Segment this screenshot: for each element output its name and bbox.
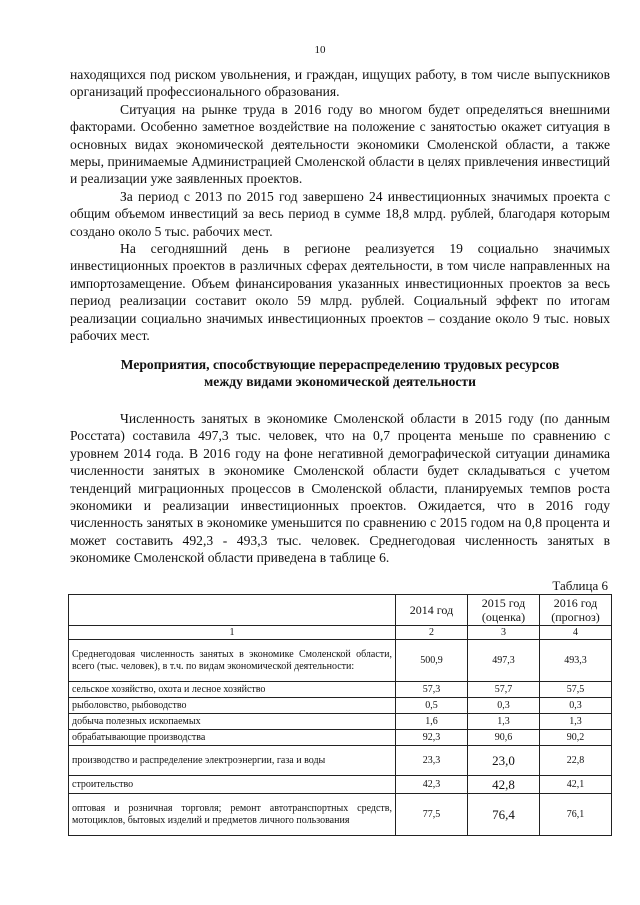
value-2014: 77,5 bbox=[396, 794, 468, 836]
table-row bbox=[69, 714, 612, 730]
value-2016: 57,5 bbox=[540, 682, 612, 698]
value-2016: 493,3 bbox=[540, 640, 612, 682]
value-2014: 92,3 bbox=[396, 730, 468, 746]
value-2016: 90,2 bbox=[540, 730, 612, 746]
header-cell-2016: 2016 год (прогноз) bbox=[540, 595, 612, 626]
value-2014: 23,3 bbox=[396, 746, 468, 776]
page-number: 10 bbox=[314, 44, 326, 56]
body-text-bottom bbox=[70, 410, 610, 567]
value-2015: 23,0 bbox=[468, 746, 540, 776]
header-cell-label bbox=[69, 595, 396, 626]
value-2015: 57,7 bbox=[468, 682, 540, 698]
value-2015: 42,8 bbox=[468, 776, 540, 794]
table-row bbox=[69, 794, 612, 836]
value-2014: 1,6 bbox=[396, 714, 468, 730]
row-label: производство и распределение электроэнергии, газа и воды bbox=[69, 746, 396, 776]
row-label: обрабатывающие производства bbox=[69, 730, 396, 746]
column-number: 4 bbox=[540, 626, 612, 640]
paragraph-3: За период с 2013 по 2015 год завершено 24 инвестиционных значимых проекта с общим объемом инвестиций за весь период в сумме 18,8 млрд. рублей, благодаря которым создано около 5 тыс. рабочих мест. bbox=[70, 188, 610, 239]
row-label: строительство bbox=[69, 776, 396, 794]
header-cell-2015: 2015 год (оценка) bbox=[468, 595, 540, 626]
table-row bbox=[69, 640, 612, 682]
table-row bbox=[69, 730, 612, 746]
value-2015: 1,3 bbox=[468, 714, 540, 730]
table-header-row bbox=[69, 595, 612, 626]
section-heading bbox=[70, 356, 610, 391]
table-row bbox=[69, 746, 612, 776]
value-2016: 76,1 bbox=[540, 794, 612, 836]
row-label: сельское хозяйство, охота и лесное хозяйство bbox=[69, 682, 396, 698]
value-2014: 42,3 bbox=[396, 776, 468, 794]
value-2015: 76,4 bbox=[468, 794, 540, 836]
table-row bbox=[69, 776, 612, 794]
row-label: оптовая и розничная торговля; ремонт автотранспортных средств, мотоциклов, бытовых изделий и предметов личного пользования bbox=[69, 794, 396, 836]
section-heading-line-2: между видами экономической деятельности bbox=[204, 374, 476, 390]
value-2014: 500,9 bbox=[396, 640, 468, 682]
header-cell-2014: 2014 год bbox=[396, 595, 468, 626]
value-2016: 22,8 bbox=[540, 746, 612, 776]
table-row bbox=[69, 698, 612, 714]
value-2015: 497,3 bbox=[468, 640, 540, 682]
table-row bbox=[69, 682, 612, 698]
value-2016: 0,3 bbox=[540, 698, 612, 714]
value-2015: 90,6 bbox=[468, 730, 540, 746]
paragraph-5: Численность занятых в экономике Смоленской области в 2015 году (по данным Росстата) составила 497,3 тыс. человек, что на 0,7 процента меньше по сравнению с уровнем 2014 года. В 2016 году на фоне негативной демографической ситуации динамика численности занятых в экономике Смоленской области будет складываться с учетом тенденций миграционных процессов в Смоленской области, планируемых темпов роста экономики и реализации инвестиционных проектов. Ожидается, что в 2016 году численность занятых в экономике уменьшится по сравнению с 2015 годом на 0,8 процента и может составить 492,3 - 493,3 тыс. человек. Среднегодовая численность занятых в экономике Смоленской области приведена в таблице 6. bbox=[70, 411, 610, 566]
table-caption: Таблица 6 bbox=[552, 578, 608, 593]
value-2016: 1,3 bbox=[540, 714, 612, 730]
section-heading-line-1: Мероприятия, способствующие перераспределению трудовых ресурсов bbox=[120, 357, 560, 372]
value-2015: 0,3 bbox=[468, 698, 540, 714]
column-number: 3 bbox=[468, 626, 540, 640]
column-number-row bbox=[69, 626, 612, 640]
value-2014: 57,3 bbox=[396, 682, 468, 698]
value-2016: 42,1 bbox=[540, 776, 612, 794]
row-label: Среднегодовая численность занятых в экономике Смоленской области, всего (тыс. человек), в т.ч. по видам экономической деятельности: bbox=[69, 640, 396, 682]
value-2014: 0,5 bbox=[396, 698, 468, 714]
body-text-top bbox=[70, 66, 610, 345]
paragraph-2: Ситуация на рынке труда в 2016 году во многом будет определяться внешними факторами. Особенно заметное воздействие на положение с занятостью окажет ситуация в основных видах экономической деятельности экономики Смоленской области, а также меры, принимаемые Администрацией Смоленской области в целях привлечения инвестиций и реализации уже заявленных проектов. bbox=[70, 101, 610, 187]
row-label: рыболовство, рыбоводство bbox=[69, 698, 396, 714]
paragraph-1: находящихся под риском увольнения, и граждан, ищущих работу, в том числе выпускников организаций профессионального образования. bbox=[70, 67, 610, 100]
paragraph-4: На сегодняшний день в регионе реализуется 19 социально значимых инвестиционных проектов в различных сферах деятельности, в том числе направленных на импортозамещение. Объем финансирования указанных инвестиционных проектов за весь период реализации составит около 59 млрд. рублей. Социальный эффект по итогам реализации социально значимых инвестиционных проектов – создание около 9 тыс. новых рабочих мест. bbox=[70, 241, 610, 344]
employment-table bbox=[68, 594, 612, 836]
column-number: 1 bbox=[69, 626, 396, 640]
row-label: добыча полезных ископаемых bbox=[69, 714, 396, 730]
column-number: 2 bbox=[396, 626, 468, 640]
